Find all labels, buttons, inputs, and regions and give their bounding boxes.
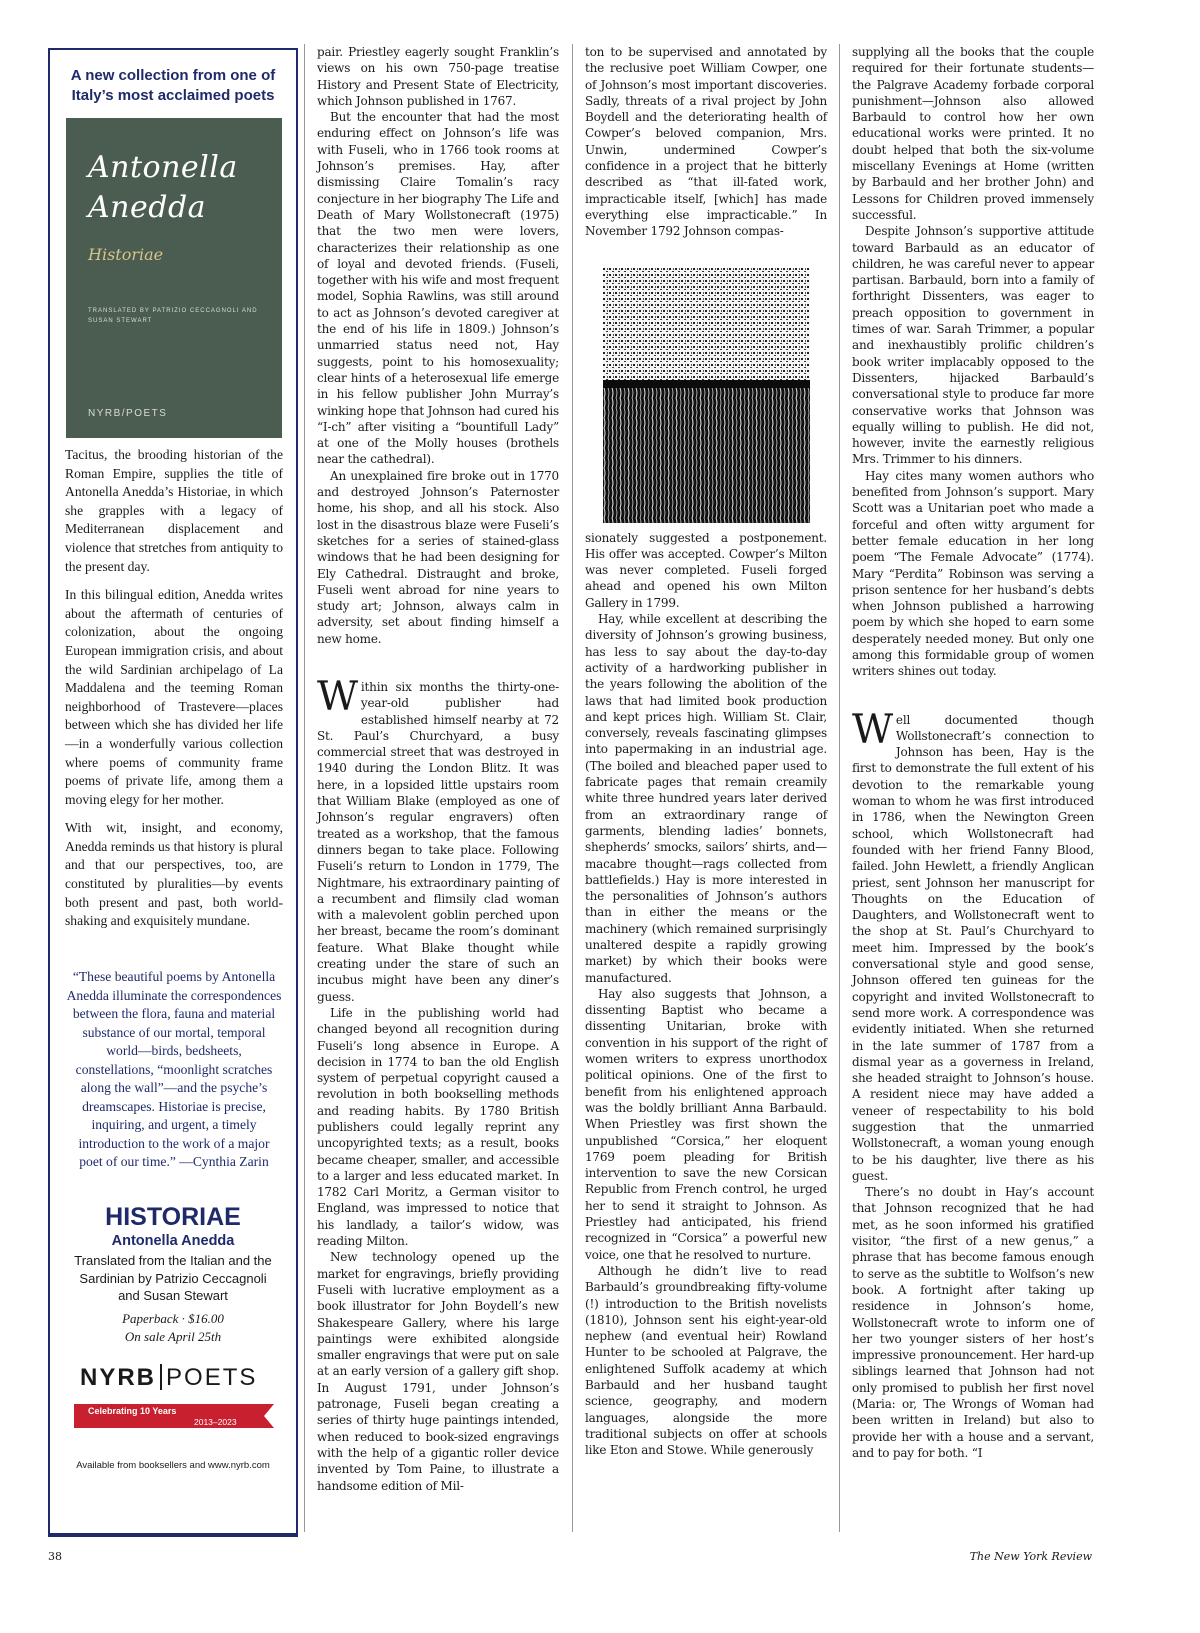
article-paragraph-dropcap [317,673,559,1005]
article-paragraph: Despite Johnson’s supportive attitude toward Barbauld as an educator of children, he was careful never to appear partisan. Barbauld, born into a family of forthright Dissenters, was eager to preach opposition to government in times of war. Sarah Trimmer, a popular and inexhaustibly prolific children’s book writer implacably opposed to the Dissenters, hijacked Barbauld’s conversational style to produce far more conservative works that Johnson was equally willing to publish. He did not, however, invite the earnestly religious Mrs. Trimmer to his dinners. [852,224,1094,467]
drop-cap: W [317,673,358,720]
article-paragraph: But the encounter that had the most enduring effect on Johnson’s life was with Fuseli, who in 1766 took rooms at Johnson’s premises. Hay, after dismissing Claire Tomalin’s racy conjecture in her biography The Life and Death of Mary Wollstonecraft (1975) that the two men were lovers, characterizes their relationship as one of loyal and devoted friends. (Fuseli, together with his wife and most frequent model, Sophia Rawlins, was still around to act as Johnson’s devoted caregiver at the end of his life in 1809.) Johnson’s unmarried status need not, Hay suggests, point to his homosexuality; clear hints of a heterosexual life emerge in his fellow publisher John Murray’s winking hope that Johnson had cured his “I-ch” after visiting a “bountifull Lady” at one of the Molly houses (brothels near the cathedral). [317,110,559,467]
logo-left: NYRB [80,1364,157,1391]
article-paragraph: Hay cites many women authors who benefited from Johnson’s support. Mary Scott was a Unitarian poet who made a forceful and often witty argument for better female education in her long poem “The Female Advocate” (1774). Mary “Perdita” Robinson was serving a prison sentence for her husband’s debts when Johnson published a harrowing poem by which she hoped to earn some desperately needed money. But only one among this formidable group of women writers shines out today. [852,468,1094,679]
article-paragraph-text: ell documented though Wollstonecraft’s connection to Johnson has been, Hay is the first to demonstrate the full extent of his devotion to the remarkable young woman to whom he was first introduced in 1786, when the Newington Green school, which Wollstonecraft had founded with her friend Fanny Blood, failed. John Hewlett, a friendly Anglican priest, sent Johnson her manuscript for Thoughts on the Education of Daughters, and Wollstonecraft went to the shop at St. Paul’s Churchyard to meet him. Impressed by the book’s conversational style and good sense, Johnson offered ten guineas for the copyright and invited Wollstonecraft to send more work. A correspondence was evidently initiated. When she returned in the late summer of 1787 from a dismal year as a governess in Ireland, she headed straight to Johnson’s house. A resident niece may have added a veneer of respectability to his bold suggestion that the unmarried Wollstonecraft, a woman young enough to be his daughter, live there as his guest. [852,712,1094,1183]
cover-author-first: Antonella [88,150,238,185]
article-paragraph: New technology opened up the market for engravings, briefly providing Fuseli with lucrative employment as a book illustrator for John Boydell’s new Shakespeare Gallery, where his large paintings were exhibited alongside smaller engravings that were put on sale at an early version of a gallery gift shop. In August 1791, under Johnson’s patronage, Fuseli began creating a series of thirty huge paintings intended, when reduced to book-sized engravings with the help of a gigantic roller device invented by Tom Paine, to illustrate a handsome edition of Mil- [317,1250,559,1493]
ad-paragraph: In this bilingual edition, Anedda writes about the aftermath of centuries of colonization, about the ongoing European immigration crisis, and about the wild Sardinian archipelago of La Maddalena and the teeming Roman neighborhood of Trastevere—places between which she has divided her life—in a wonderfully various collection where poems of community frame poems of private life, among them a moving elegy for her mother. [65,587,283,807]
book-cover [66,118,282,438]
logo-right: POETS [166,1364,258,1391]
ad-headline: A new collection from one of Italy’s most acclaimed poets [70,67,276,104]
column-rule [572,44,573,1532]
cover-title: Historiae [88,245,164,264]
logo-divider [160,1364,162,1390]
availability-note: Available from booksellers and www.nyrb.com [76,1460,270,1471]
cover-imprint-logo: NYRB/POETS [88,408,168,419]
article-column-2 [585,44,827,1458]
article-paragraph: There’s no doubt in Hay’s account that Johnson recognized that he had met, as he soon informed his gratified visitor, “the first of a new genus,” a phrase that has become famous enough to serve as the subtitle to Wolfson’s new book. A fortnight after taking up residence in Johnson’s home, Wollstonecraft wrote to inform one of her two younger sisters of her host’s impressive pronouncement. Her hard-up siblings learned that Johnson had not only promised to publish her first novel (Maria: or, The Wrongs of Woman had been written in Ireland) but also to provide her with a house and a servant, and to pay for both. “I [852,1185,1094,1460]
ad-book-title: HISTORIAE [105,1203,241,1231]
ad-sale-date: On sale April 25th [124,1328,222,1344]
ad-translation-credit: Translated from the Italian and the Sardinian by Patrizio Ceccagnoli and Susan Stewart [74,1253,272,1303]
advertisement-box [48,48,298,1537]
nyrb-poets-logo [80,1364,257,1392]
cover-translators: TRANSLATED BY PATRIZIO CECCAGNOLI AND SUSAN STEWART [88,308,258,324]
article-column-1 [317,44,559,1494]
ad-description [65,446,283,941]
article-paragraph: pair. Priestley eagerly sought Franklin’s views on his own 750-page treatise History and Present State of Electricity, which Johnson published in 1767. [317,45,559,108]
article-paragraph-dropcap [852,706,1094,1185]
article-paragraph: An unexplained fire broke out in 1770 and destroyed Johnson’s Paternoster home, his shop, and all his stock. Also lost in the disastrous blaze were Fuseli’s sketches for a series of stained-glass windows that he had been designing for Ely Cathedral. Distraught and broke, Fuseli went abroad for nine years to study art; Johnson, always calm in adversity, set about finding himself a new home. [317,468,559,646]
ad-paragraph: Tacitus, the brooding historian of the Roman Empire, supplies the title of Antonella Anedda’s Historiae, in which she grapples with a legacy of Mediterranean displacement and violence that stretches from antiquity to the present day. [65,447,283,574]
page-number: 38 [48,1550,62,1563]
column-rule [304,44,305,1532]
anniversary-ribbon [74,1400,274,1436]
engraving-illustration [603,268,810,523]
ribbon-text: Celebrating 10 Years [88,1406,177,1416]
ad-review-quote: “These beautiful poems by Antonella Anedda illuminate the correspondences between the flora, fauna and material substance of our mortal, temporal world—birds, bedsheets, constellations, “moonlight scratches along the wall”—and the psyche’s dreamscapes. Historiae is precise, inquiring, and urgent, a timely introduction to the work of a major poet of our time.” —Cynthia Zarin [66,969,282,1169]
cover-author-last: Anedda [88,190,207,225]
article-paragraph: Hay, while excellent at describing the diversity of Johnson’s growing business, has less to say about the day-to-day activity of a hardworking publisher in the years following the abolition of the laws that had limited book production and kept prices high. William St. Clair, conversely, reveals fascinating glimpses into papermaking in an industrial age. (The boiled and bleached paper used to fabricate pages that remain creamily white three hundred years later derived from an extraordinary range of garments, blending ladies’ bonnets, shepherds’ smocks, sailors’ shirts, and—macabre thought—rags collected from battlefields.) Hay is more interested in the personalities of Johnson’s authors than in either the means or the machinery (which remained surprisingly unaltered despite a rapidly growing market) by which their books were manufactured. [585,612,827,985]
article-column-3 [852,44,1094,1461]
ribbon-years: 2013–2023 [194,1417,237,1427]
ad-price-info [50,1310,296,1345]
drop-cap: W [852,706,893,753]
cover-author [88,148,238,228]
ad-format-price: Paperback · $16.00 [122,1311,224,1326]
ad-book-author: Antonella Anedda [111,1233,235,1249]
article-paragraph: Although he didn’t live to read Barbauld’s groundbreaking fifty-volume (!) introduction to the British novelists (1810), Johnson sent his eight-year-old nephew (and eventual heir) Rowland Hunter to be schooled at Palgrave, the enlightened Suffolk academy at which Barbauld and her husband taught science, geography, and modern languages, alongside the more traditional subjects on offer at schools like Eton and Stowe. While generously [585,1263,827,1458]
publication-name: The New York Review [969,1550,1092,1563]
article-paragraph: ton to be supervised and annotated by the reclusive poet William Cowper, one of Johnson’s most important discoveries. Sadly, threats of a rival project by John Boydell and the deteriorating health of Cowper’s beloved companion, Mrs. Unwin, undermined Cowper’s confidence in a project that he bitterly described as “that ill-fated work, impracticable itself, [which] has made everything else impracticable.” In November 1792 Johnson compas- [585,45,827,239]
article-paragraph: Life in the publishing world had changed beyond all recognition during Fuseli’s long absence in Europe. A decision in 1774 to ban the old English system of perpetual copyright caused a revolution in both bookselling methods and reading habits. By 1780 British publishers could legally reprint any uncopyrighted texts; as a result, books became cheaper, smaller, and accessible to a larger and less educated market. In 1782 Carl Moritz, a German visitor to England, was impressed to notice that his landlady, a tailor’s widow, was reading Milton. [317,1005,559,1249]
ad-paragraph: With wit, insight, and economy, Anedda reminds us that history is plural and that our perspectives, too, are constituted by pluralities—by events both present and past, both world-shaking and exquisitely mundane. [65,820,283,929]
article-paragraph-text: ithin six months the thirty-one-year-old publisher had established himself nearby at 72 St. Paul’s Churchyard, a busy commercial street that was destroyed in 1940 during the London Blitz. It was here, in a lopsided little upstairs room that William Blake (employed as one of Johnson’s regular engravers) often treated as a workshop, that the famous dinners began to take place. Following Fuseli’s return to London in 1779, The Nightmare, his extraordinary painting of a recumbent and flimsily clad woman with a malevolent goblin perched upon her breast, became the room’s dominant feature. What Blake thought while creating under the stare of such an incubus might have been any diner’s guess. [317,679,559,1004]
article-paragraph: Hay also suggests that Johnson, a dissenting Baptist who became a dissenting Unitarian, broke with convention in his support of the right of women writers to express unorthodox political opinions. One of the first to benefit from his enlightened approach was the boldly brilliant Anna Barbauld. When Priestley was first shown the unpublished “Corsica,” her eloquent 1769 poem pleading for British intervention to save the new Corsican Republic from French control, he urged her to send it straight to Johnson. As Priestley had anticipated, his friend recognized in “Corsica” a powerful new voice, one that he resolved to nurture. [585,986,827,1262]
column-rule [839,44,840,1532]
article-paragraph: supplying all the books that the couple required for their fortunate students—the Palgrave Academy forbade corporal punishment—Johnson also allowed Barbauld to control how her own educational works were printed. It no doubt helped that both the six-volume miscellany Evenings at Home (written by Barbauld and her brother John) and Lessons for Children proved immensely successful. [852,45,1094,222]
article-paragraph: sionately suggested a postponement. His offer was accepted. Cowper’s Milton was never completed. Fuseli forged ahead and opened his own Milton Gallery in 1799. [585,530,827,610]
